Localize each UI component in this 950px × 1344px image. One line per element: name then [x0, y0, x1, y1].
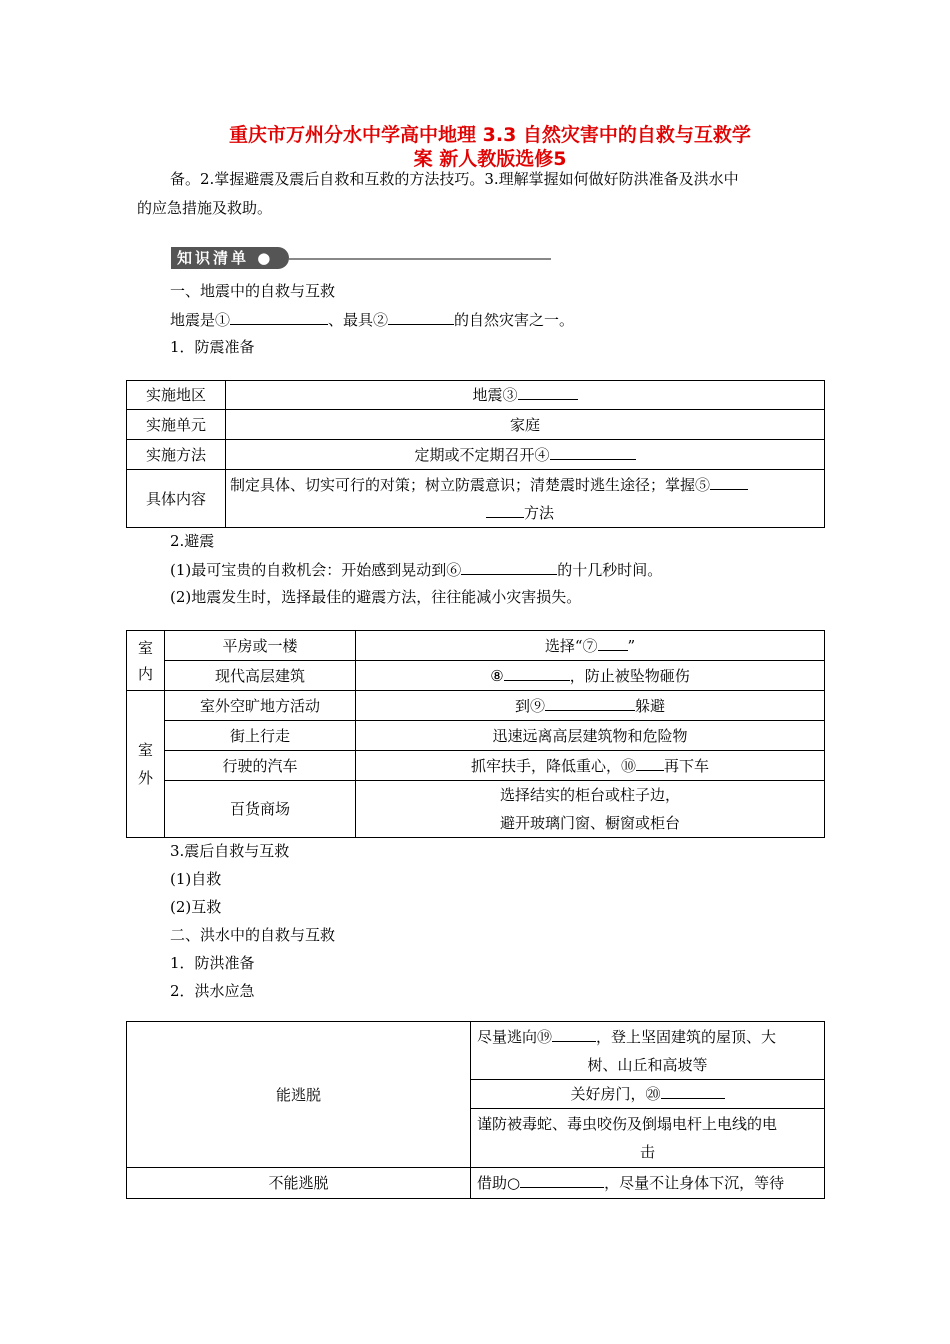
- place-mall: 百货商场: [165, 781, 356, 838]
- subheading-prep: 1．防震准备: [170, 338, 255, 356]
- prep-label-area: 实施地区: [127, 381, 226, 410]
- avoid-p1: (1)最可宝贵的自救机会：开始感到晃动到⑥ 的十几秒时间。: [170, 558, 662, 580]
- avoid-table: [126, 630, 825, 838]
- self-rescue: (1)自救: [170, 870, 222, 888]
- avoid-p2: (2)地震发生时，选择最佳的避震方法，往往能减小灾害损失。: [170, 588, 582, 606]
- action-bungalow: 选择“⑦ ”: [356, 631, 825, 661]
- earthquake-definition: [170, 308, 574, 330]
- action-open-area: 到⑨ 躲避: [356, 691, 825, 721]
- action-car: 抓牢扶手，降低重心，⑩ 再下车: [356, 751, 825, 781]
- knowledge-list-badge: 知识清单 ●: [171, 247, 289, 269]
- intro-line2: 的应急措施及救助。: [137, 199, 273, 217]
- place-bungalow: 平房或一楼: [165, 631, 356, 661]
- blank-20[interactable]: [661, 1082, 725, 1099]
- subheading-flood-prep: 1．防洪准备: [170, 954, 255, 972]
- subheading-after-quake: 3.震后自救与互救: [170, 842, 290, 860]
- flood-table: [126, 1021, 825, 1199]
- definition-suffix: 的自然灾害之一。: [454, 311, 575, 329]
- prep-value-content: 制定具体、切实可行的对策；树立防震意识；清楚震时逃生途径；掌握⑤ 方法: [226, 470, 825, 528]
- badge-divider: [289, 258, 551, 260]
- flood-row-1: 尽量逃向⑲ ，登上坚固建筑的屋顶、大 树、山丘和高坡等: [471, 1022, 825, 1080]
- flood-row-4: 借助○ ，尽量不让身体下沉，等待: [471, 1168, 825, 1199]
- indoor-label: 室内: [127, 631, 165, 691]
- subheading-flood-emergency: 2．洪水应急: [170, 982, 255, 1000]
- blank-10[interactable]: [636, 754, 664, 771]
- place-highrise: 现代高层建筑: [165, 661, 356, 691]
- blank-1-prefix: 地震是①: [170, 311, 231, 329]
- blank-8[interactable]: [504, 664, 570, 681]
- can-escape-label: 能逃脱: [127, 1022, 471, 1168]
- place-street: 街上行走: [165, 721, 356, 751]
- place-open-area: 室外空旷地方活动: [165, 691, 356, 721]
- prep-label-method: 实施方法: [127, 440, 226, 470]
- action-mall: 选择结实的柜台或柱子边， 避开玻璃门窗、橱窗或柜台: [356, 781, 825, 838]
- action-street: 迅速远离高层建筑物和危险物: [356, 721, 825, 751]
- blank-9[interactable]: [545, 694, 635, 711]
- prep-value-area: 地震③: [226, 381, 825, 410]
- prep-value-unit: 家庭: [226, 410, 825, 440]
- outdoor-label: 室外: [127, 691, 165, 838]
- blank-2[interactable]: [388, 308, 454, 325]
- intro-line1: 备。2.掌握避震及震后自救和互救的方法技巧。3.理解掌握如何做好防洪准备及洪水中: [170, 170, 739, 188]
- section1-heading: 一、地震中的自救与互救: [170, 282, 336, 300]
- doc-title-line2: 案 新人教版选修5: [413, 148, 567, 170]
- blank-1[interactable]: [230, 308, 328, 325]
- cannot-escape-label: 不能逃脱: [127, 1168, 471, 1199]
- prep-label-unit: 实施单元: [127, 410, 226, 440]
- prep-label-content: 具体内容: [127, 470, 226, 528]
- blank-2-prefix: 、最具②: [328, 311, 389, 329]
- prep-value-method: 定期或不定期召开④: [226, 440, 825, 470]
- subheading-avoid: 2.避震: [170, 532, 215, 550]
- prep-table: [126, 380, 825, 528]
- blank-3[interactable]: [518, 383, 578, 400]
- blank-7[interactable]: [598, 634, 628, 651]
- flood-row-2: 关好房门，⑳: [471, 1080, 825, 1109]
- section2-heading: 二、洪水中的自救与互救: [170, 926, 336, 944]
- mutual-rescue: (2)互救: [170, 898, 222, 916]
- doc-title-line1: 重庆市万州分水中学高中地理 3.3 自然灾害中的自救与互救学: [229, 124, 751, 146]
- action-highrise: ⑧ ，防止被坠物砸伤: [356, 661, 825, 691]
- flood-row-3: 谨防被毒蛇、毒虫咬伤及倒塌电杆上电线的电 击: [471, 1109, 825, 1168]
- blank-19[interactable]: [552, 1025, 596, 1042]
- blank-4[interactable]: [550, 443, 636, 460]
- blank-21[interactable]: [520, 1171, 604, 1188]
- blank-5[interactable]: [710, 473, 748, 490]
- blank-6[interactable]: [461, 558, 557, 575]
- place-car: 行驶的汽车: [165, 751, 356, 781]
